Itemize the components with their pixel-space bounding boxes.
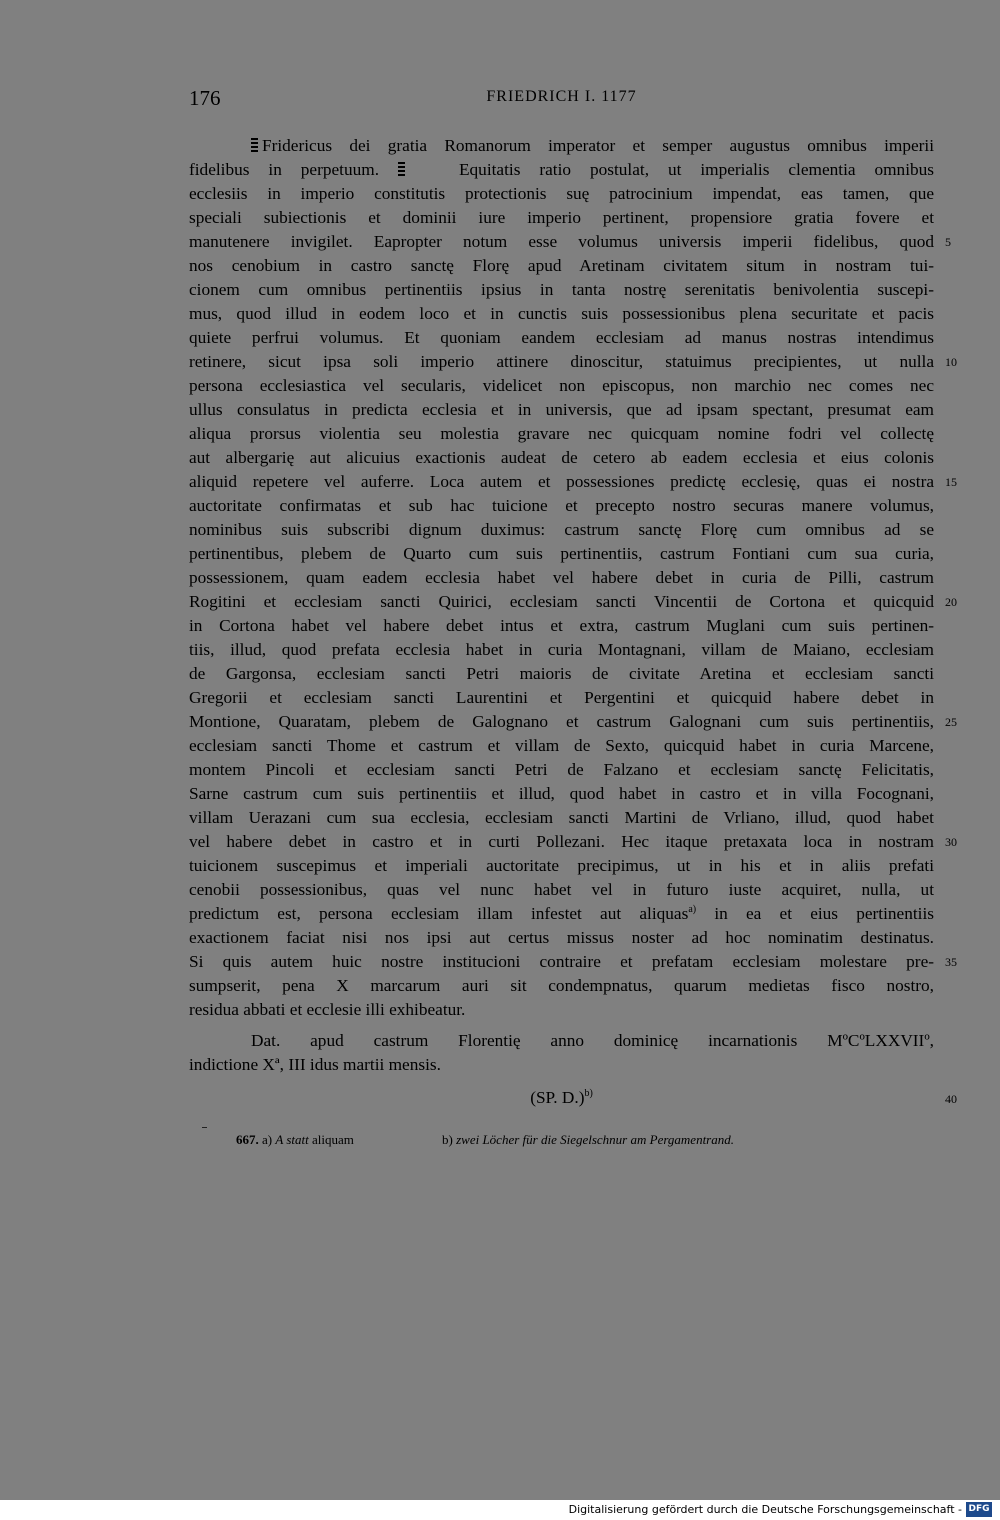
- footnotes: [236, 1132, 936, 1152]
- text-line: ecclesiam sancti Thome et castrum et villam de Sexto, quicquid habet in curia Marcene,: [189, 736, 934, 755]
- line-number: 5: [945, 235, 951, 249]
- text-line: montem Pincoli et ecclesiam sancti Petri de Falzano et ecclesiam sanctę Felicitatis,: [189, 760, 934, 779]
- dfg-logo: DFG: [966, 1502, 992, 1517]
- text-line: villam Uerazani cum sua ecclesia, ecclesiam sancti Martini de Vrliano, illud, quod habet: [189, 808, 934, 827]
- text-line: pertinentibus, plebem de Quarto cum suis pertinentiis, castrum Fontiani cum sua curia,: [189, 544, 934, 563]
- text-line: tuicionem suscepimus et imperiali auctoritate precipimus, ut in his et in aliis prefati: [189, 856, 934, 875]
- text-line: Si quis autem huic nostre institucioni contraire et prefatam ecclesiam molestare pre- 35: [189, 950, 934, 974]
- text-line: nominibus suis subscribi dignum duximus: castrum sanctę Florę cum omnibus ad se: [189, 520, 934, 539]
- footnote-marker-b: b): [584, 1088, 593, 1100]
- text-line: Fridericus dei gratia Romanorum imperator et semper augustus omnibus imperii: [189, 134, 934, 158]
- line-number: 40: [945, 1092, 957, 1106]
- text-line: possessionem, quam eadem ecclesia habet vel habere debet in curia de Pilli, castrum: [189, 568, 934, 587]
- text-line: persona ecclesiastica vel secularis, videlicet non episcopus, non marchio nec comes nec: [189, 376, 934, 395]
- text-line: cenobii possessionibus, quas vel nunc habet vel in futuro iuste acquiret, nulla, ut: [189, 880, 934, 899]
- text-line: manutenere invigilet. Eapropter notum esse volumus universis imperii fidelibus, quod 5: [189, 230, 934, 254]
- line-number: 20: [945, 595, 957, 609]
- funding-notice: Digitalisierung gefördert durch die Deutsche Forschungsgemeinschaft -: [568, 1503, 962, 1516]
- text-line: tiis, illud, quod prefata ecclesia habet in curia Montagnani, villam de Maiano, ecclesiam: [189, 640, 934, 659]
- seal-note: (SP. D.)$^{b)}$: [530, 1088, 593, 1107]
- text-line: aut albergarię aut alicuius exactionis audeat de cetero ab eadem ecclesia et eius colonis: [189, 448, 934, 467]
- text-line: de Gargonsa, ecclesiam sancti Petri maioris de civitate Aretina et ecclesiam sancti: [189, 664, 934, 683]
- text-line: Gregorii et ecclesiam sancti Laurentini et Pergentini et quicquid habere debet in: [189, 688, 934, 707]
- footer-bar: [0, 1500, 1000, 1520]
- text-line: residua abbati et ecclesie illi exhibeatur.: [189, 1000, 466, 1019]
- text-line: predictum est, persona ecclesiam illam infestet aut aliquas$^{a)}$ in ea et eius pertinentiis: [189, 904, 934, 923]
- running-head: FRIEDRICH I. 1177: [486, 88, 637, 105]
- dating-line: indictione Xª, III idus martii mensis.: [189, 1055, 441, 1074]
- text-line: ullus consulatus in predicta ecclesia et in universis, que ad ipsam spectant, presumat eam: [189, 400, 934, 419]
- line-number: 35: [945, 955, 957, 969]
- text-line: ecclesiis in imperio constitutis protectionis suę patrocinium impendat, eas tamen, que: [189, 184, 934, 203]
- text-line: aliqua prorsus violentia seu molestia gravare nec quicquam nomine fodri vel collectę: [189, 424, 934, 443]
- text-line: nos cenobium in castro sanctę Florę apud Aretinam civitatem situm in nostram tui-: [189, 256, 934, 275]
- footnote-b: b) zwei Löcher für die Siegelschnur am Pergamentrand.: [442, 1132, 734, 1147]
- footnote-marker-a: a): [688, 904, 697, 916]
- page-number: 176: [189, 86, 221, 110]
- text-line: Montione, Quaratam, plebem de Galognano et castrum Galognani cum suis pertinentiis, 25: [189, 710, 934, 734]
- page-header: [189, 86, 934, 114]
- text-line: exactionem faciat nisi nos ipsi aut certus missus noster ad hoc nominatim destinatus.: [189, 928, 934, 947]
- line-number: 10: [945, 355, 957, 369]
- text-line: Rogitini et ecclesiam sancti Quirici, ecclesiam sancti Vincentii de Cortona et quicquid 20: [189, 590, 934, 614]
- text-line: speciali subiectionis et dominii iure imperio pertinent, propensiore gratia fovere et: [189, 208, 934, 227]
- monogram-icon: [398, 162, 405, 176]
- text-line: mus, quod illud in eodem loco et in cunctis suis possessionibus plena securitate et pacis: [189, 304, 934, 323]
- text-line: Sarne castrum cum suis pertinentiis et illud, quod habet in castro et in villa Focognani,: [189, 784, 934, 803]
- text-line: quiete perfrui volumus. Et quoniam eandem ecclesiam ad manus nostras intendimus: [189, 328, 934, 347]
- text-line: retinere, sicut ipsa soli imperio attinere dinoscitur, statuimus precipientes, ut nulla 10: [189, 350, 934, 374]
- text-line: aliquid repetere vel auferre. Loca autem et possessiones predictę ecclesię, quas ei nostra 15: [189, 470, 934, 494]
- text-line: cionem cum omnibus pertinentiis ipsius in tanta nostrę serenitatis benivolentia suscepi-: [189, 280, 934, 299]
- line-number: 15: [945, 475, 957, 489]
- text-line: in Cortona habet vel habere debet intus et extra, castrum Muglani cum suis pertinen-: [189, 616, 934, 635]
- text-line: vel habere debet in castro et in curti Pollezani. Hec itaque pretaxata loca in nostram 30: [189, 830, 934, 854]
- charter-text: [189, 134, 957, 1077]
- line-number: 25: [945, 715, 957, 729]
- footnote-rule: [202, 1127, 207, 1128]
- text-line: sumpserit, pena X marcarum auri sit condempnatus, quarum medietas fisco nostro,: [189, 976, 934, 995]
- footnote-a: 667. a) A statt aliquam: [236, 1132, 354, 1147]
- line-number: 30: [945, 835, 957, 849]
- text-line: auctoritate confirmatas et sub hac tuicione et precepto nostro securas manere volumus,: [189, 496, 934, 515]
- dating-line: Dat. apud castrum Florentię anno dominicę incarnationis MºCºLXXVIIº,: [251, 1031, 934, 1050]
- text-line: fidelibus in perpetuum. Equitatis ratio postulat, ut imperialis clementia omnibus: [189, 160, 935, 179]
- chrismon-icon: [251, 138, 258, 152]
